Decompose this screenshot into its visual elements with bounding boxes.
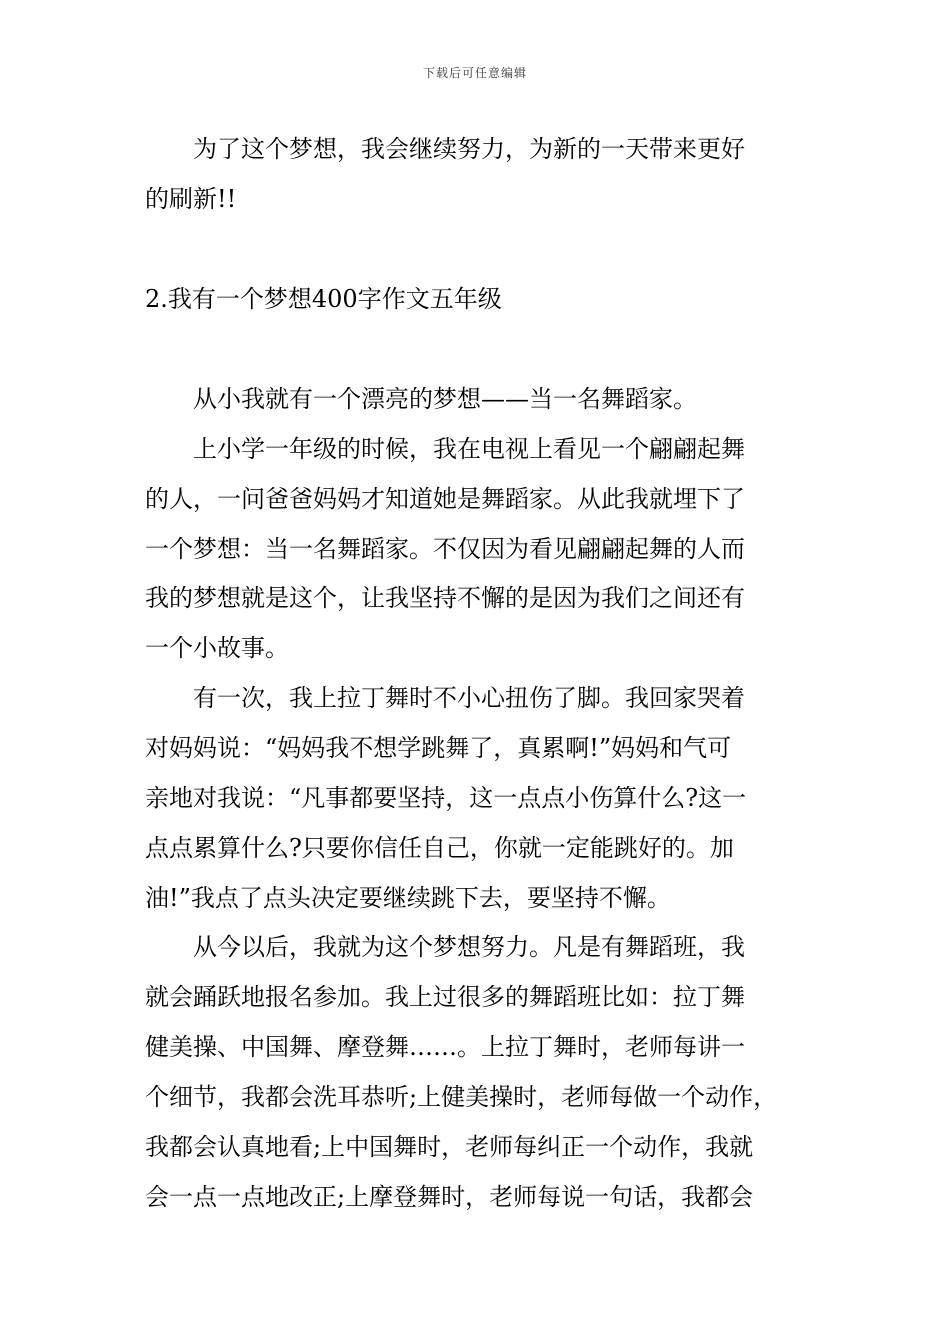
paragraph-line: 一个小故事。 — [145, 634, 289, 662]
paragraph-line: 我的梦想就是这个，让我坚持不懈的是因为我们之间还有 — [145, 584, 745, 612]
section-heading: 2.我有一个梦想400字作文五年级 — [145, 285, 502, 313]
paragraph-line: 上小学一年级的时候，我在电视上看见一个翩翩起舞 — [145, 435, 745, 463]
paragraph-line: 的刷新!! — [145, 185, 237, 213]
paragraph-line: 从今以后，我就为这个梦想努力。凡是有舞蹈班，我 — [145, 933, 745, 961]
paragraph-line: 对妈妈说：“妈妈我不想学跳舞了，真累啊!”妈妈和气可 — [145, 734, 732, 762]
paragraph-line: 为了这个梦想，我会继续努力，为新的一天带来更好 — [145, 135, 745, 163]
paragraph-line: 会一点一点地改正;上摩登舞时，老师每说一句话，我都会 — [145, 1183, 754, 1211]
paragraph-line: 点点累算什么?只要你信任自己，你就一定能跳好的。加 — [145, 834, 734, 862]
paragraph-line: 一个梦想：当一名舞蹈家。不仅因为看见翩翩起舞的人而 — [145, 535, 745, 563]
paragraph-line: 个细节，我都会洗耳恭听;上健美操时，老师每做一个动作， — [145, 1083, 778, 1111]
paragraph-line: 油!”我点了点头决定要继续跳下去，要坚持不懈。 — [145, 884, 671, 912]
paragraph-line: 的人，一问爸爸妈妈才知道她是舞蹈家。从此我就埋下了 — [145, 485, 745, 513]
paragraph-line: 从小我就有一个漂亮的梦想——当一名舞蹈家。 — [145, 385, 697, 413]
paragraph-line: 我都会认真地看;上中国舞时，老师每纠正一个动作，我就 — [145, 1133, 754, 1161]
page-header: 下载后可任意编辑 — [422, 66, 527, 80]
paragraph-line: 就会踊跃地报名参加。我上过很多的舞蹈班比如：拉丁舞 — [145, 983, 745, 1011]
paragraph-line: 健美操、中国舞、摩登舞……。上拉丁舞时，老师每讲一 — [145, 1033, 745, 1061]
paragraph-line: 亲地对我说：“凡事都要坚持，这一点点小伤算什么?这一 — [145, 784, 747, 812]
paragraph-line: 有一次，我上拉丁舞时不小心扭伤了脚。我回家哭着 — [145, 684, 745, 712]
